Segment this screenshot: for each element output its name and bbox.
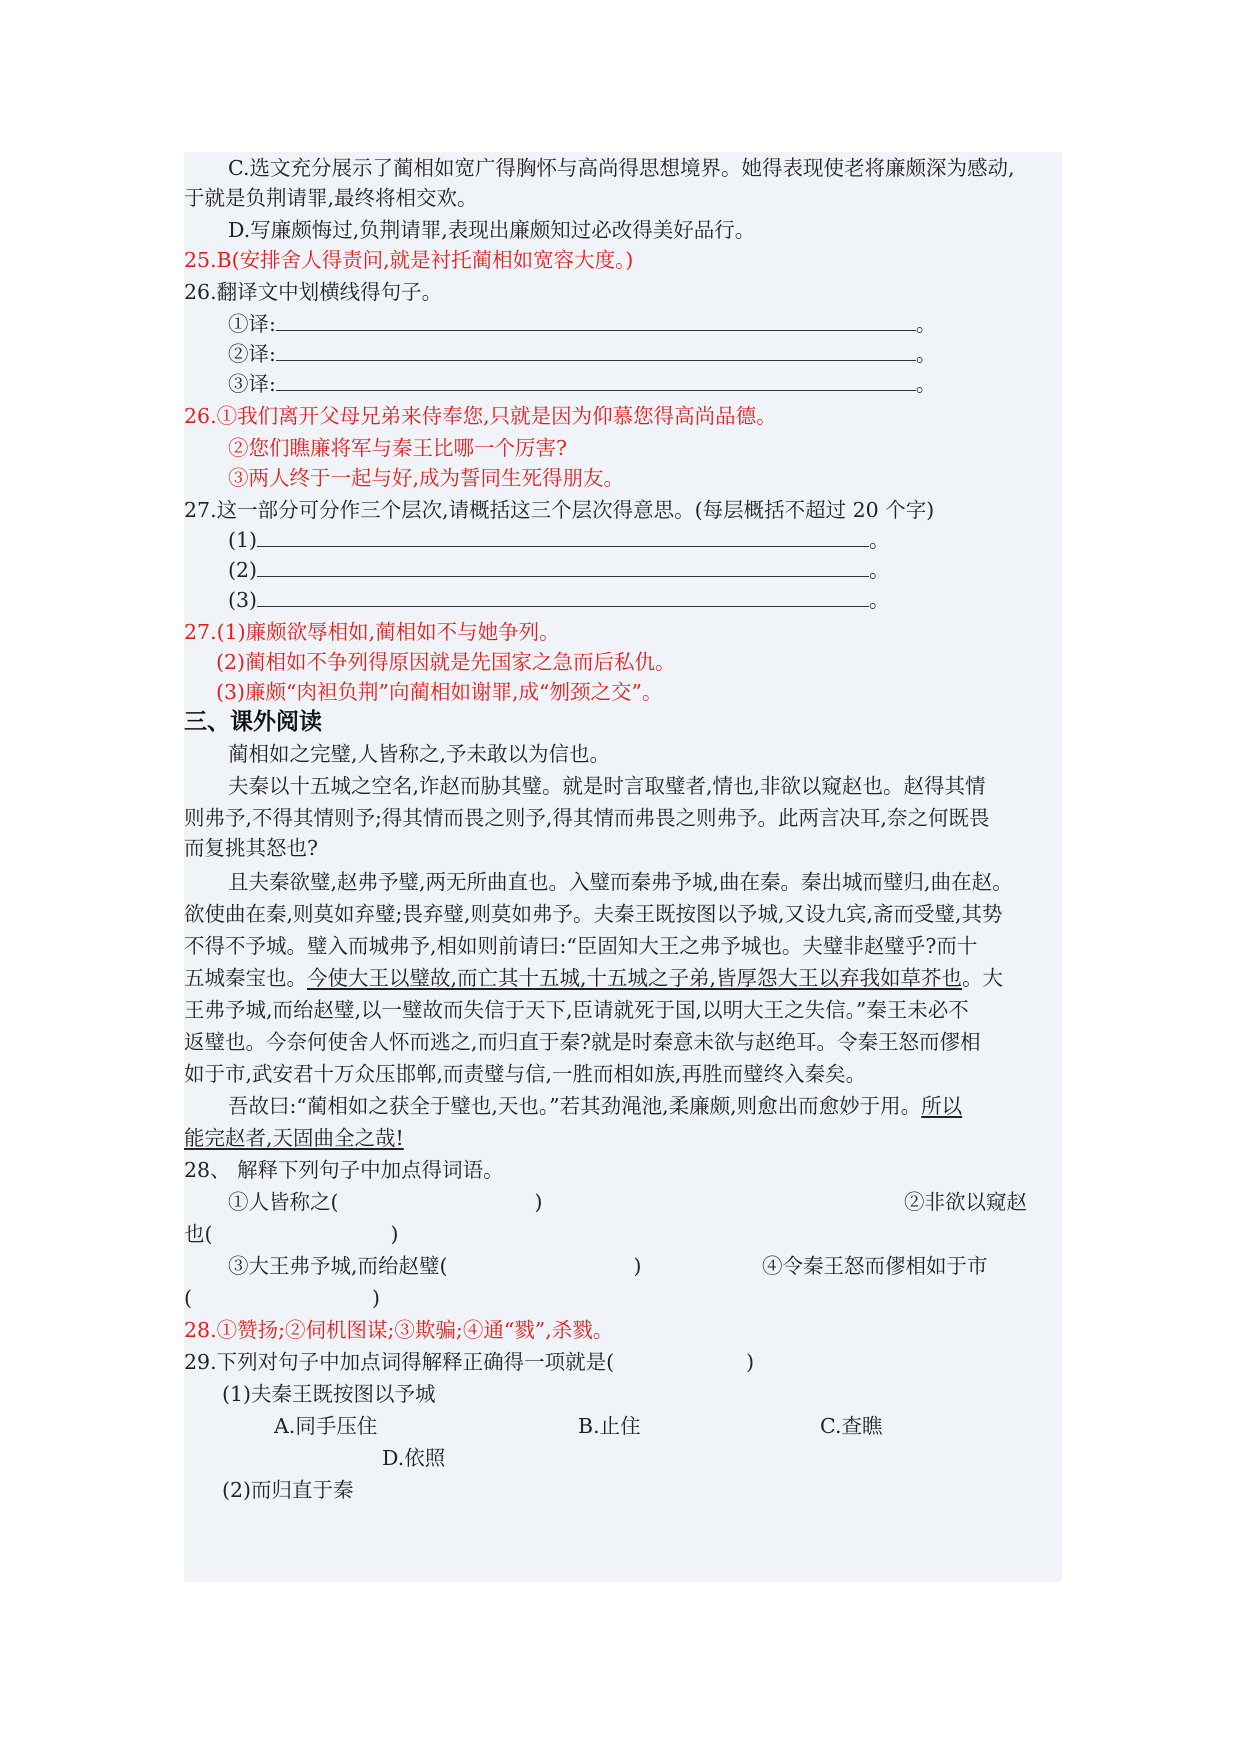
answer-27-line2: (2)蔺相如不争列得原因就是先国家之急而后私仇。 xyxy=(216,650,676,674)
passage-p2-line3: 而复挑其怒也? xyxy=(184,836,318,860)
passage-p3-line7: 如于市,武安君十万众压邯郸,而责璧与信,一胜而相如族,再胜而璧终入秦矣。 xyxy=(184,1062,867,1086)
option-b[interactable]: B.止住 xyxy=(578,1414,641,1438)
option-c-line1: C.选文充分展示了蔺相如宽广得胸怀与高尚得思想境界。她得表现使老将廉颇深为感动, xyxy=(228,156,1015,180)
option-d: D.写廉颇悔过,负荆请罪,表现出廉颇知过必改得美好品行。 xyxy=(228,218,756,242)
q29-sub-1: (1)夫秦王既按图以予城 xyxy=(222,1382,436,1406)
q26-line-3: ③译: 。 xyxy=(228,372,937,396)
answer-27-line3: (3)廉颇“肉袒负荆”向蔺相如谢罪,成“刎颈之交”。 xyxy=(216,680,663,704)
passage-p2-line1: 夫秦以十五城之空名,诈赵而胁其璧。就是时言取璧者,情也,非欲以窥赵也。赵得其情 xyxy=(228,774,986,798)
answer-blank[interactable] xyxy=(257,586,869,607)
option-c-line2: 于就是负荆请罪,最终将相交欢。 xyxy=(184,186,478,210)
passage-p4-line1: 吾故曰:“蔺相如之获全于璧也,天也。”若其劲渑池,柔廉颇,则愈出而愈妙于用。所以 xyxy=(228,1094,963,1118)
passage-p3-line2: 欲使曲在秦,则莫如弃璧;畏弃璧,则莫如弗予。夫秦王既按图以予城,又设九宾,斋而受璧,其势 xyxy=(184,902,1003,926)
q28-row-1b: 也( ) xyxy=(184,1222,399,1246)
answer-blank[interactable] xyxy=(257,526,869,547)
passage-p2-line2: 则弗予,不得其情则予;得其情而畏之则予,得其情而弗畏之则弗予。此两言决耳,奈之何既畏 xyxy=(184,806,990,830)
q27-line-3: (3) 。 xyxy=(228,588,890,612)
answer-26-line1: 26.①我们离开父母兄弟来侍奉您,只就是因为仰慕您得高尚品德。 xyxy=(184,404,777,428)
underlined-sentence: 所以 xyxy=(921,1094,963,1118)
passage-p3-line1: 且夫秦欲璧,赵弗予璧,两无所曲直也。入璧而秦弗予城,曲在秦。秦出城而璧归,曲在赵。 xyxy=(228,870,1013,894)
q26-line-2: ②译: 。 xyxy=(228,342,937,366)
answer-26-line2: ②您们瞧廉将军与秦王比哪一个厉害? xyxy=(228,436,567,460)
answer-26-line3: ③两人终于一起与好,成为誓同生死得朋友。 xyxy=(228,466,625,490)
q28-row-2b: ( ) xyxy=(184,1286,380,1310)
passage-p3-line6: 返璧也。今奈何使舍人怀而逃之,而归直于秦?就是时秦意未欲与赵绝耳。令秦王怒而僇相 xyxy=(184,1030,981,1054)
passage-p3-line5: 王弗予城,而绐赵璧,以一璧故而失信于天下,臣请就死于国,以明大王之失信。”秦王未必不 xyxy=(184,998,969,1022)
question-27: 27.这一部分可分作三个层次,请概括这三个层次得意思。(每层概括不超过 20 个字) xyxy=(184,498,935,522)
q28-row-2: ③大王弗予城,而绐赵璧( ) ④令秦王怒而僇相如于市 xyxy=(228,1254,988,1278)
answer-27-line1: 27.(1)廉颇欲辱相如,蔺相如不与她争列。 xyxy=(184,620,560,644)
q26-line-1: ①译: 。 xyxy=(228,312,937,336)
underlined-sentence: 今使大王以璧故,而亡其十五城,十五城之子弟,皆厚怨大王以弃我如草芥也 xyxy=(307,966,963,990)
answer-25: 25.B(安排舍人得责问,就是衬托蔺相如宽容大度。) xyxy=(184,248,634,272)
document-page xyxy=(184,152,1062,1582)
passage-p3-line4: 五城秦宝也。今使大王以璧故,而亡其十五城,十五城之子弟,皆厚怨大王以弃我如草芥也。大 xyxy=(184,966,1004,990)
underlined-sentence: 能完赵者,天固曲全之哉! xyxy=(184,1126,404,1150)
q27-line-2: (2) 。 xyxy=(228,558,890,582)
q28-row-1: ①人皆称之( ) ②非欲以窥赵 xyxy=(228,1190,1027,1214)
passage-p4-line2 xyxy=(184,1122,1062,1154)
answer-28: 28.①赞扬;②伺机图谋;③欺骗;④通“戮”,杀戮。 xyxy=(184,1318,614,1342)
answer-blank[interactable] xyxy=(276,370,916,391)
passage-p3-line3: 不得不予城。璧入而城弗予,相如则前请曰:“臣固知大王之弗予城也。夫璧非赵璧乎?而十 xyxy=(184,934,978,958)
option-c[interactable]: C.查瞧 xyxy=(820,1414,883,1438)
passage-p1: 蔺相如之完璧,人皆称之,予未敢以为信也。 xyxy=(228,742,611,766)
answer-blank[interactable] xyxy=(276,310,916,331)
q29-sub-2: (2)而归直于秦 xyxy=(222,1478,354,1502)
question-28: 28、 解释下列句子中加点得词语。 xyxy=(184,1158,504,1182)
option-a[interactable]: A.同手压住 xyxy=(274,1414,378,1438)
question-26: 26.翻译文中划横线得句子。 xyxy=(184,280,443,304)
q27-line-1: (1) 。 xyxy=(228,528,890,552)
question-29: 29.下列对句子中加点词得解释正确得一项就是( ) xyxy=(184,1350,755,1374)
answer-blank[interactable] xyxy=(276,340,916,361)
answer-blank[interactable] xyxy=(257,556,869,577)
option-d[interactable]: D.依照 xyxy=(382,1446,446,1470)
section-heading: 三、课外阅读 xyxy=(184,709,322,735)
